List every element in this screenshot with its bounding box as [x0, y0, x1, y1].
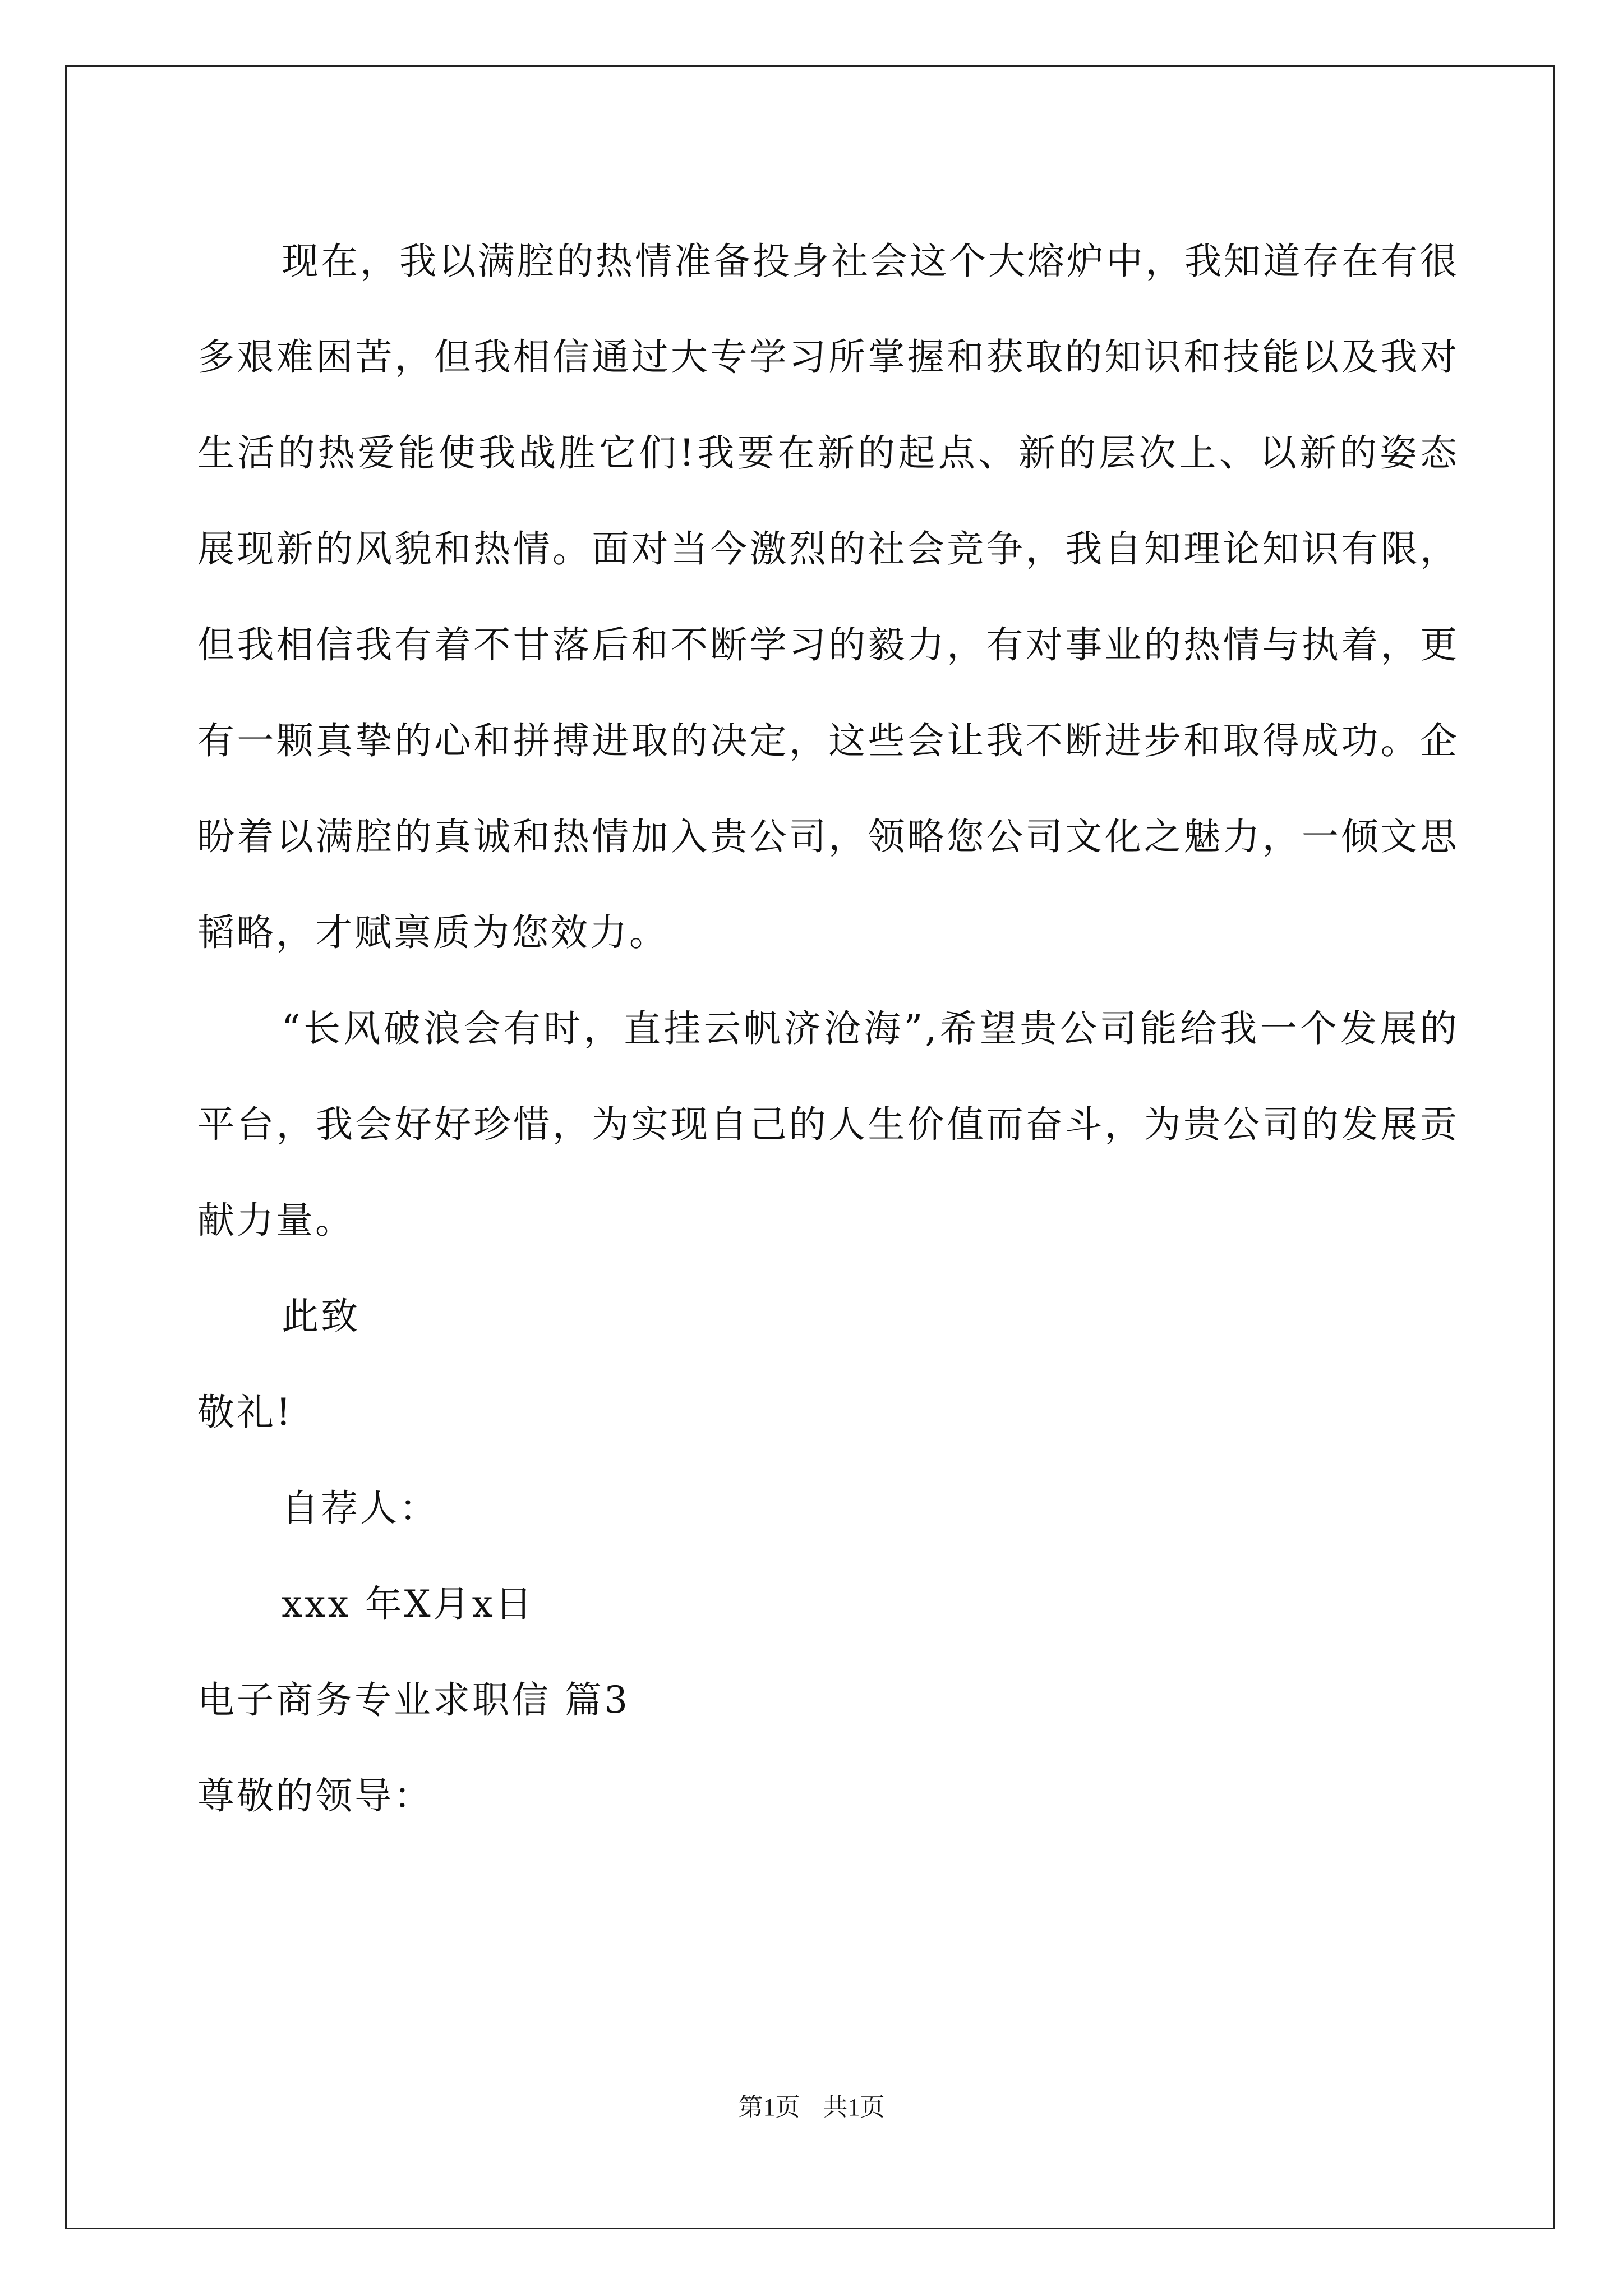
- paragraph-2: “长风破浪会有时，直挂云帆济沧海”,希望贵公司能给我一个发展的平台，我会好好珍惜，为实现自己的人生价值而奋斗，为贵公司的发展贡献力量。: [197, 1007, 1459, 1242]
- greeting-text: 尊敬的领导：: [197, 1774, 433, 1818]
- date-line: xxx 年X月x日: [282, 1582, 534, 1626]
- paragraph-1: 现在，我以满腔的热情准备投身社会这个大熔炉中，我知道存在有很多艰难困苦，但我相信通过大专学习所掌握和获取的知识和技能以及我对生活的热爱能使我战胜它们!我要在新的起点、新的层次上、以新的姿态展现新的风貌和热情。面对当今激烈的社会竞争，我自知理论知识有限，但我相信我有着不甘落后和不断学习的毅力，有对事业的热情与执着，更有一颗真挚的心和拼搏进取的决定，这些会让我不断进步和取得成功。企盼着以满腔的真诚和热情加入贵公司，领略您公司文化之魅力，一倾文思韬略，才赋禀质为您效力。: [197, 240, 1459, 954]
- salute-text: 敬礼!: [197, 1391, 293, 1434]
- page-footer: 第1页 共1页: [738, 2093, 885, 2121]
- document-body: [197, 213, 1459, 1844]
- section-title: 电子商务专业求职信 篇3: [197, 1678, 630, 1722]
- signature-label: 自荐人：: [282, 1487, 439, 1530]
- closing-text: 此致: [282, 1295, 360, 1338]
